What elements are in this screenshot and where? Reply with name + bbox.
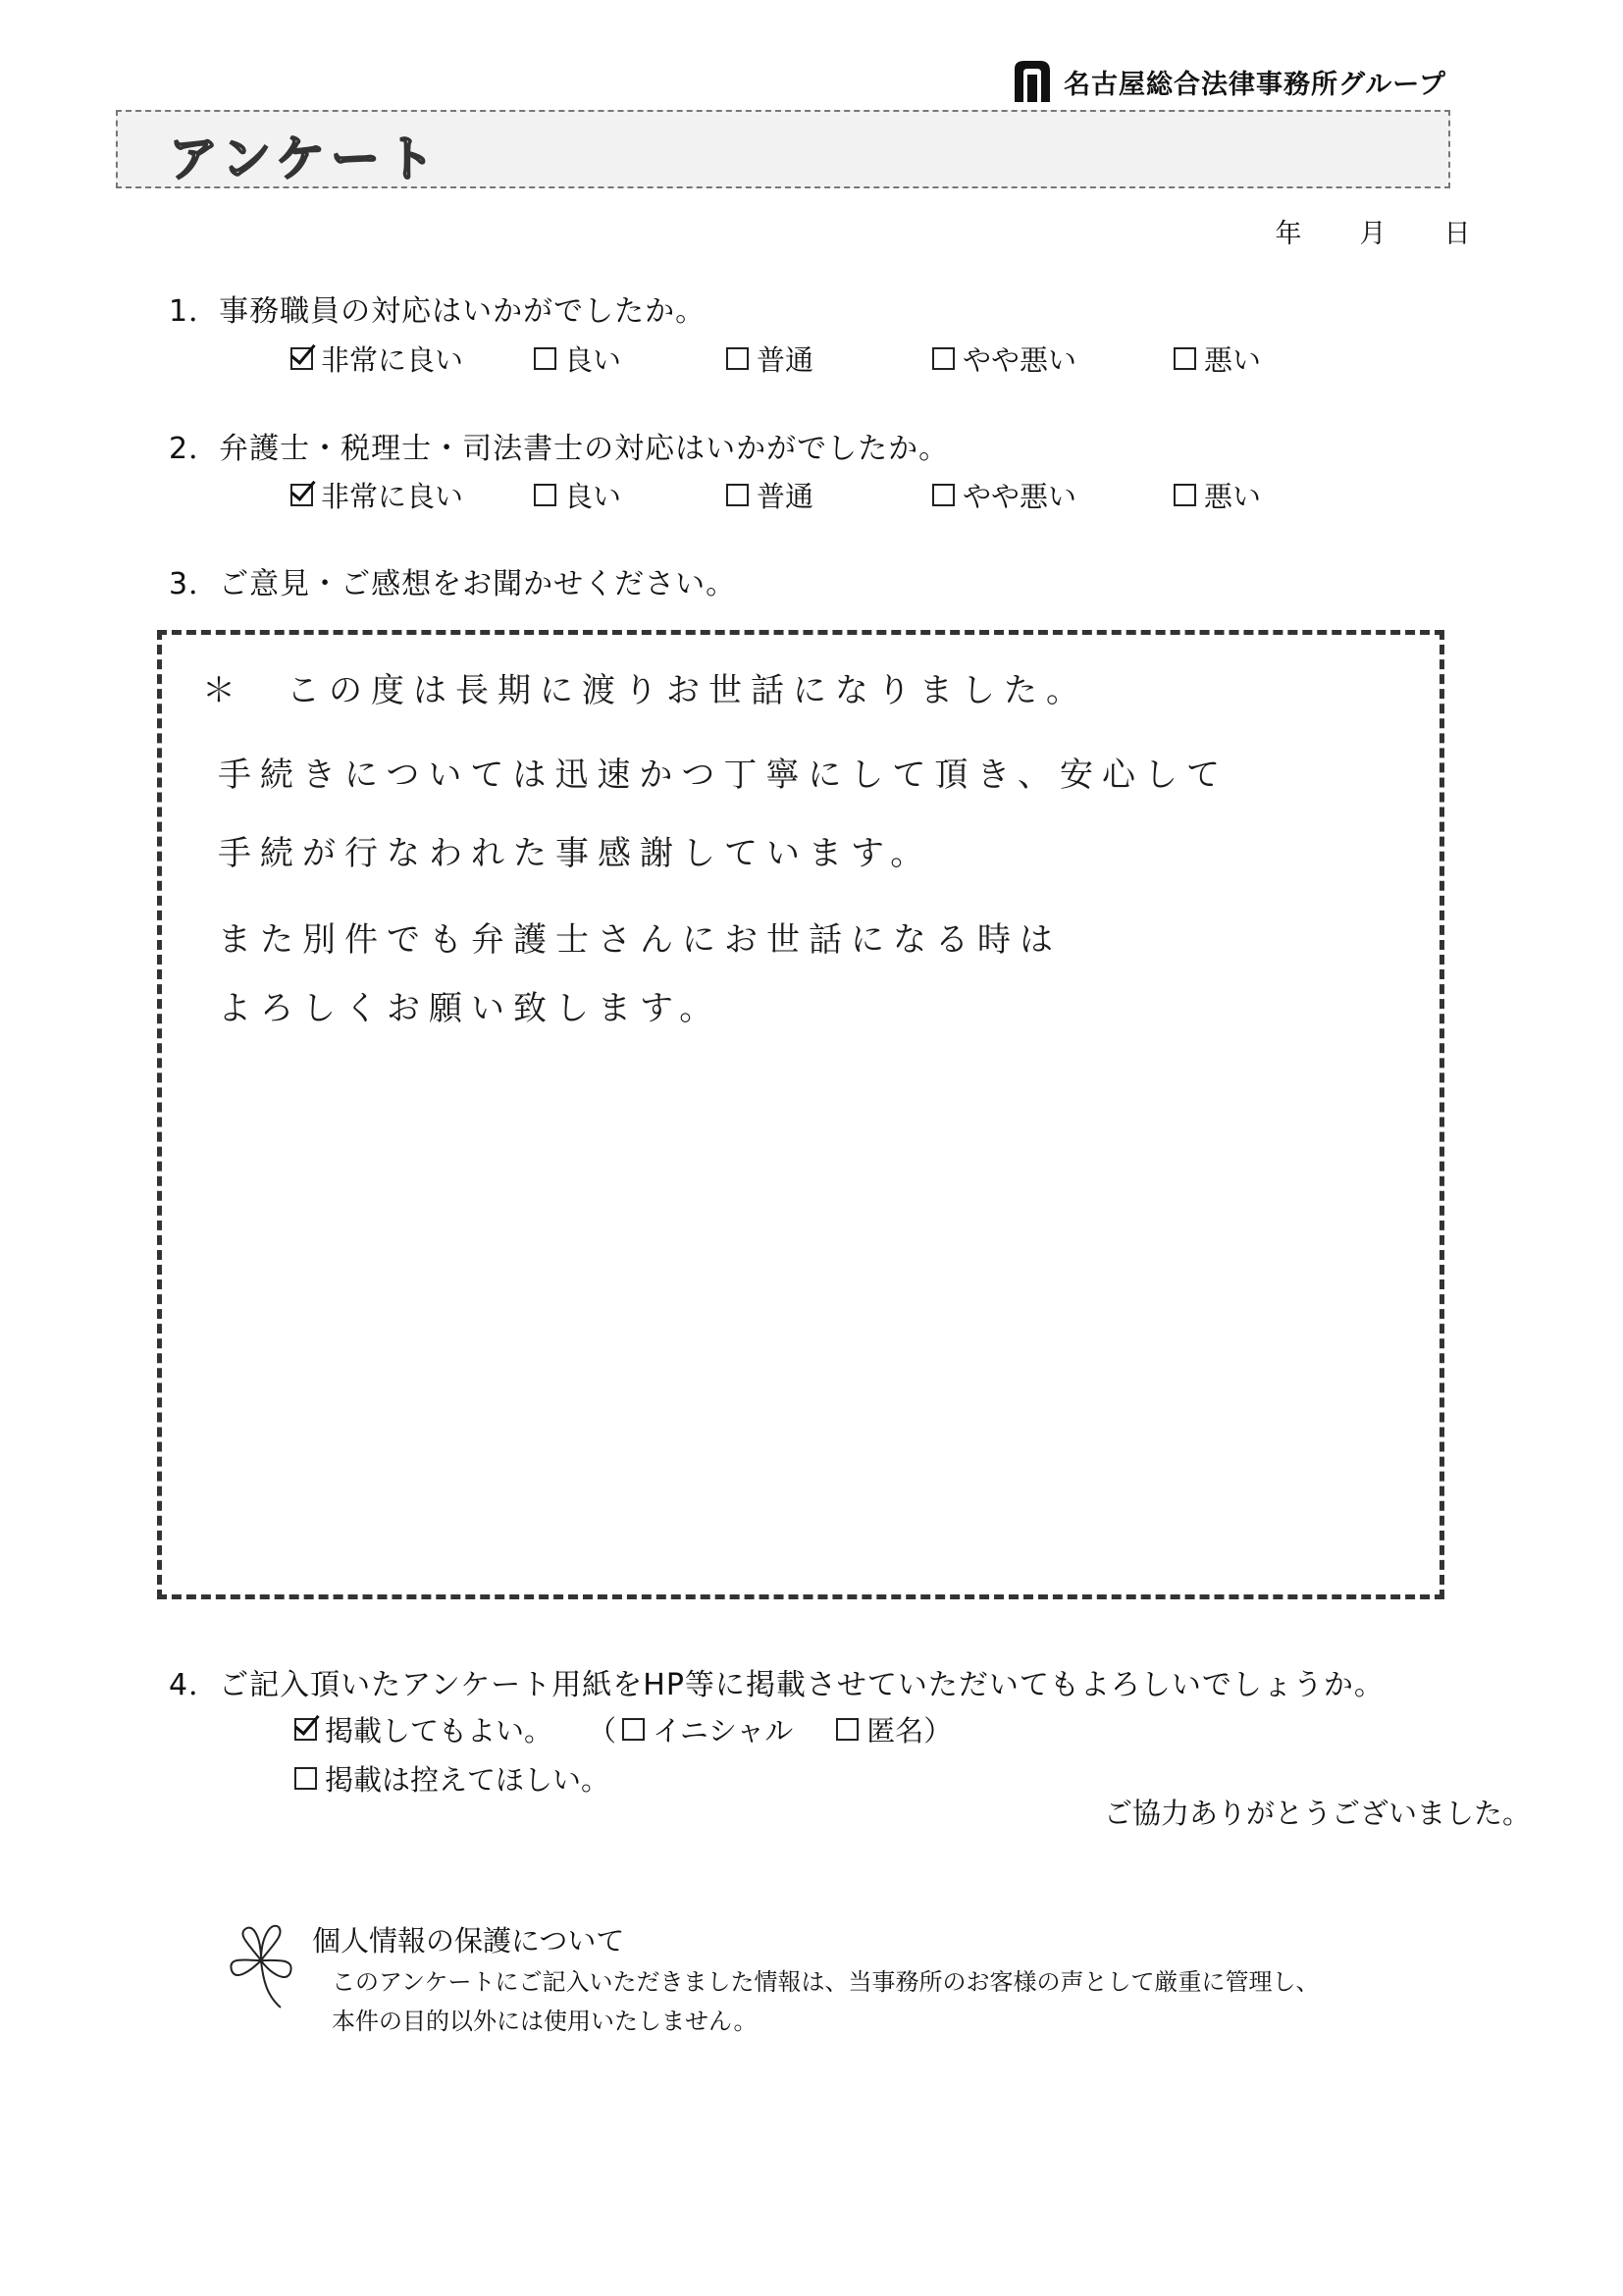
checkbox[interactable]: [534, 484, 556, 506]
title-banner: [116, 110, 1450, 188]
publish-refuse-row: [294, 1758, 609, 1799]
option-label: 匿名: [866, 1714, 924, 1748]
q1-option[interactable]: [534, 339, 726, 379]
privacy-title: 個人情報の保護について: [312, 1924, 625, 1957]
option-label: 悪い: [1204, 480, 1262, 513]
comment-line-1: ＊ この度は長期に渡りお世話になりました。: [202, 671, 1088, 710]
publish-anonymous-option[interactable]: [836, 1709, 923, 1749]
question-2: 2．弁護士・税理士・司法書士の対応はいかがでしたか。: [169, 432, 950, 466]
q2-option[interactable]: [534, 475, 726, 515]
publish-ok-option[interactable]: [294, 1709, 552, 1749]
checkbox-checked[interactable]: [294, 1718, 317, 1741]
question-4: 4．ご記入頂いたアンケート用紙をHP等に掲載させていただいてもよろしいでしょうか。: [169, 1668, 1385, 1702]
option-label: イニシャル: [653, 1714, 794, 1748]
comment-line-4: また別件でも弁護士さんにお世話になる時は: [218, 920, 1062, 960]
option-label: やや悪い: [963, 343, 1077, 377]
q2-option[interactable]: [1174, 475, 1261, 515]
checkbox[interactable]: [726, 484, 749, 506]
date-field: [1246, 212, 1499, 250]
checkbox[interactable]: [726, 347, 749, 370]
checkbox-checked[interactable]: [290, 347, 313, 370]
option-label: 掲載してもよい。: [325, 1714, 553, 1748]
option-label: 普通: [757, 343, 814, 377]
option-label: 悪い: [1204, 343, 1262, 377]
checkbox[interactable]: [534, 347, 556, 370]
paren-close: ）: [923, 1714, 953, 1748]
q1-option[interactable]: [290, 339, 534, 379]
option-label: 良い: [564, 480, 622, 513]
checkbox[interactable]: [1174, 484, 1196, 506]
company-name: 名古屋総合法律事務所グループ: [1064, 69, 1446, 100]
comment-line-2: 手続きについては迅速かつ丁寧にして頂き、安心して: [218, 756, 1229, 795]
q2-option[interactable]: [726, 475, 932, 515]
date-year-label: 年: [1275, 219, 1302, 249]
question-1-options: [290, 339, 1261, 379]
q2-option[interactable]: [290, 475, 534, 515]
checkbox-checked[interactable]: [290, 484, 313, 506]
checkbox[interactable]: [294, 1767, 317, 1790]
checkbox[interactable]: [1174, 347, 1196, 370]
company-logo: [1011, 59, 1446, 104]
comment-line-3: 手続が行なわれた事感謝しています。: [218, 834, 933, 873]
comment-line-5: よろしくお願い致します。: [218, 989, 722, 1028]
clover-icon: [224, 1921, 298, 2011]
checkbox[interactable]: [622, 1718, 645, 1741]
option-label: 非常に良い: [321, 343, 464, 377]
q2-option[interactable]: [932, 475, 1174, 515]
publish-initial-option[interactable]: [622, 1709, 793, 1749]
thanks-message: ご協力ありがとうございました。: [1104, 1797, 1532, 1830]
option-label: 掲載は控えてほしい。: [325, 1763, 610, 1797]
question-3: 3．ご意見・ご感想をお聞かせください。: [169, 567, 737, 601]
q1-option[interactable]: [726, 339, 932, 379]
banner-title: アンケート: [169, 130, 441, 187]
option-label: 良い: [564, 343, 622, 377]
option-label: 非常に良い: [321, 480, 464, 513]
privacy-body: [332, 1962, 1320, 2041]
publish-ok-row: [294, 1709, 952, 1749]
publish-refuse-option[interactable]: [294, 1758, 609, 1799]
privacy-line-1: このアンケートにご記入いただきました情報は、当事務所のお客様の声として厳重に管理し、: [332, 1968, 1320, 1996]
q1-option[interactable]: [1174, 339, 1261, 379]
question-1: 1．事務職員の対応はいかがでしたか。: [169, 294, 707, 329]
question-2-options: [290, 475, 1261, 515]
checkbox[interactable]: [932, 484, 955, 506]
option-label: やや悪い: [963, 480, 1077, 513]
date-day-label: 日: [1443, 219, 1471, 249]
checkbox[interactable]: [836, 1718, 859, 1741]
checkbox[interactable]: [932, 347, 955, 370]
option-label: 普通: [757, 480, 814, 513]
date-month-label: 月: [1359, 219, 1387, 249]
paren-open: （: [588, 1714, 617, 1748]
company-logo-icon: [1011, 59, 1054, 104]
privacy-line-2: 本件の目的以外には使用いたしません。: [332, 2008, 758, 2035]
q1-option[interactable]: [932, 339, 1174, 379]
